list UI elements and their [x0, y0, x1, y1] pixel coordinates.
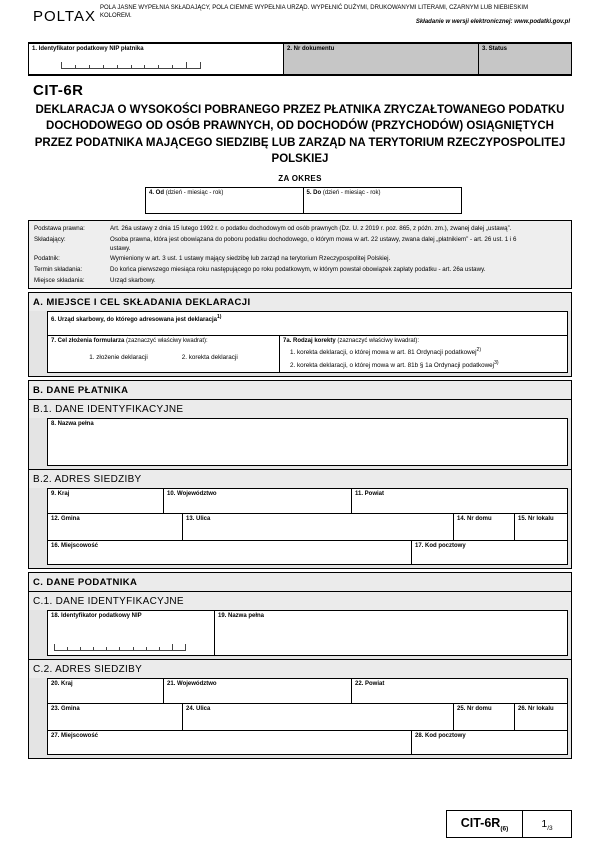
legal-text: Do końca pierwszego miesiąca roku następującego po roku podatkowym, w którym powstał obowiązek zapłaty podatku - art. 26a ustawy.	[110, 266, 486, 274]
section-a-body	[29, 311, 571, 376]
option-zlozenie-deklaracji[interactable]: 1. złożenie deklaracji	[89, 354, 148, 362]
efiling-note: Składanie w wersji elektronicznej: www.podatki.gov.pl	[415, 19, 570, 25]
field-label: 7. Cel złożenia formularza (zaznaczyć właściwy kwadrat):	[51, 338, 208, 345]
section-a	[28, 292, 572, 377]
option-korekta-art-81b[interactable]: 2. korekta deklaracji, o której mowa w art. 81b § 1a Ordynacji podatkowej$^{3)}$	[290, 359, 499, 369]
legal-row-termin	[34, 266, 566, 274]
field-4-od[interactable]	[146, 188, 304, 213]
field-22-powiat[interactable]	[352, 679, 567, 703]
field-28-kod-pocztowy[interactable]	[412, 731, 567, 754]
field-7a-rodzaj-korekty	[280, 336, 567, 372]
section-c	[28, 572, 572, 759]
nip-digit-ruler	[61, 61, 201, 69]
field-label: 22. Powiat	[355, 681, 385, 688]
legal-text: Urząd skarbowy.	[110, 277, 156, 285]
period-box	[145, 187, 462, 214]
field-11-powiat[interactable]	[352, 489, 567, 513]
section-c1-title: C.1. DANE IDENTYFIKACYJNE	[29, 591, 571, 610]
field-label: 9. Kraj	[51, 491, 70, 498]
section-b1-body	[29, 418, 571, 469]
field-label: 14. Nr domu	[457, 516, 492, 523]
field-9-kraj[interactable]	[48, 489, 164, 513]
field-label: 10. Województwo	[167, 491, 217, 498]
field-hint: (zaznaczyć właściwy kwadrat):	[337, 338, 420, 345]
section-c2-title: C.2. ADRES SIEDZIBY	[29, 659, 571, 678]
field-label: 20. Kraj	[51, 681, 73, 688]
address-row-1	[47, 488, 568, 514]
legal-label: Składający:	[34, 236, 66, 244]
legal-basis-box	[28, 220, 572, 289]
field-label: 15. Nr lokalu	[518, 516, 554, 523]
option-korekta-deklaracji[interactable]: 2. korekta deklaracji	[181, 354, 238, 362]
address-row-3	[47, 731, 568, 755]
legal-label: Podatnik:	[34, 255, 60, 263]
address-row-1	[47, 678, 568, 704]
field-17-kod-pocztowy[interactable]	[412, 541, 567, 564]
field-label: 13. Ulica	[186, 516, 211, 523]
footnote-marker: 3)	[494, 359, 499, 366]
legal-row-skladajacy	[34, 236, 566, 253]
field-label: 16. Miejscowość	[51, 543, 99, 550]
footnote-marker: 1)	[216, 314, 222, 321]
field-25-nr-domu[interactable]	[454, 704, 515, 730]
field-label: 5. Do	[306, 190, 322, 197]
address-row-2	[47, 514, 568, 541]
legal-text: Osoba prawna, która jest obowiązana do poboru podatku dochodowego, o którym mowa w art. 22 ustawy, zwana dalej „płatnikiem” - art. 26 ust. 1 i 6 ustawy.	[110, 236, 517, 252]
section-c1-body	[29, 610, 571, 659]
legal-label: Termin składania:	[34, 266, 83, 274]
section-b2-body	[29, 488, 571, 568]
field-8-nazwa-pelna[interactable]	[47, 418, 568, 466]
field-label: 17. Kod pocztowy	[415, 543, 466, 550]
legal-row-podstawa	[34, 225, 566, 233]
section-c2-body	[29, 678, 571, 758]
field-18-nip-podatnika[interactable]	[48, 611, 215, 655]
section-b-title: B. DANE PŁATNIKA	[29, 381, 571, 399]
legal-row-podatnik	[34, 255, 566, 263]
address-row-3	[47, 541, 568, 565]
row-18-19	[47, 610, 568, 656]
field-13-ulica[interactable]	[183, 514, 454, 540]
field-2-nr-dokumentu	[284, 44, 479, 74]
section-b	[28, 380, 572, 569]
field-hint: (dzień - miesiąc - rok)	[322, 190, 381, 197]
field-hint: (zaznaczyć właściwy kwadrat):	[126, 338, 208, 345]
field-6-urzad-skarbowy[interactable]	[47, 311, 568, 336]
legal-row-miejsce	[34, 277, 566, 285]
field-label: 12. Gmina	[51, 516, 80, 523]
field-label: 3. Status	[482, 46, 508, 52]
fill-instruction: POLA JASNE WYPEŁNIA SKŁADAJĄCY, POLA CIEMNE WYPEŁNIA URZĄD. WYPEŁNIĆ DUŻYMI, DRUKOWANYMI LITERAMI, CZARNYM LUB NIEBIESKIM KOLOREM.	[100, 5, 529, 20]
field-14-nr-domu[interactable]	[454, 514, 515, 540]
field-label: 21. Województwo	[167, 681, 217, 688]
form-code: CIT-6R	[33, 82, 84, 99]
field-label: 2. Nr dokumentu	[287, 46, 335, 52]
address-row-2	[47, 704, 568, 731]
field-label: 25. Nr domu	[457, 706, 492, 713]
field-16-miejscowosc[interactable]	[48, 541, 412, 564]
footnote-marker: 2)	[476, 347, 481, 354]
field-27-miejscowosc[interactable]	[48, 731, 412, 754]
field-10-wojewodztwo[interactable]	[164, 489, 352, 513]
field-1-nip-platnika[interactable]	[29, 44, 284, 74]
field-label: 4. Od	[149, 190, 165, 197]
section-a-title: A. MIEJSCE I CEL SKŁADANIA DEKLARACJI	[29, 293, 571, 311]
legal-text: Wymieniony w art. 3 ust. 1 ustawy mający siedzibę lub zarząd na terytorium Rzeczypospolitej Polskiej.	[110, 255, 391, 263]
section-c-title: C. DANE PODATNIKA	[29, 573, 571, 591]
field-label: 7a. Rodzaj korekty (zaznaczyć właściwy kwadrat):	[283, 338, 420, 345]
option-korekta-art-81[interactable]: 1. korekta deklaracji, o której mowa w art. 81 Ordynacji podatkowej$^{2)}$	[290, 347, 481, 357]
nip-digit-ruler	[54, 643, 186, 651]
legal-label: Podstawa prawna:	[34, 225, 85, 233]
form-title: DEKLARACJA O WYSOKOŚCI POBRANEGO PRZEZ PŁATNIKA ZRYCZAŁTOWANEGO PODATKU DOCHODOWEGO OD OSÓB PRAWNYCH, OD DOCHODÓW (PRZYCHODÓW) OSIĄGNIĘTYCH PRZEZ PODATNIKA MAJĄCEGO SIEDZIBĘ LUB ZARZĄD NA TERYTORIUM RZECZYPOSPOLITEJ POLSKIEJ	[34, 104, 566, 165]
field-5-do[interactable]	[304, 188, 462, 213]
form-page	[28, 0, 572, 759]
field-21-wojewodztwo[interactable]	[164, 679, 352, 703]
section-b1-title: B.1. DANE IDENTYFIKACYJNE	[29, 399, 571, 418]
field-19-nazwa-pelna[interactable]	[215, 611, 567, 655]
field-label: 19. Nazwa pełna	[218, 613, 265, 620]
footer-form-code: CIT-$6R_{(6)}$	[447, 811, 523, 837]
field-label: 6. Urząd skarbowy, do którego adresowana jest deklaracja$^{1)}$	[51, 314, 222, 324]
page-footer	[446, 810, 572, 838]
field-23-gmina[interactable]	[48, 704, 183, 730]
field-label: 18. Identyfikator podatkowy NIP	[51, 613, 142, 620]
form-version: (6)	[500, 825, 509, 833]
field-12-gmina[interactable]	[48, 514, 183, 540]
field-label: 8. Nazwa pełna	[51, 421, 94, 428]
field-20-kraj[interactable]	[48, 679, 164, 703]
poltax-logo: POLTAX	[33, 8, 96, 25]
field-label: 27. Miejscowość	[51, 733, 99, 740]
field-label: 11. Powiat	[355, 491, 385, 498]
id-row	[28, 42, 572, 76]
section-b2-title: B.2. ADRES SIEDZIBY	[29, 469, 571, 488]
field-26-nr-lokalu[interactable]	[515, 704, 567, 730]
row-7-7a	[47, 336, 568, 373]
field-7-options	[48, 354, 279, 361]
field-label: 28. Kod pocztowy	[415, 733, 466, 740]
field-label: 26. Nr lokalu	[518, 706, 554, 713]
field-label: 1. Identyfikator podatkowy NIP płatnika	[32, 46, 144, 52]
page-number: $1_{/3}$	[541, 818, 553, 833]
field-15-nr-lokalu[interactable]	[515, 514, 567, 540]
top-strip	[28, 0, 572, 42]
field-3-status	[479, 44, 571, 74]
field-label: 23. Gmina	[51, 706, 80, 713]
page-count: /3	[547, 825, 553, 833]
field-7-cel-zlozenia	[48, 336, 280, 372]
field-24-ulica[interactable]	[183, 704, 454, 730]
field-label: 24. Ulica	[186, 706, 211, 713]
za-okres-label: ZA OKRES	[278, 174, 322, 184]
legal-label: Miejsce składania:	[34, 277, 85, 285]
legal-text: Art. 26a ustawy z dnia 15 lutego 1992 r. o podatku dochodowym od osób prawnych (Dz. U. z 2019 r. poz. 865, z późn. zm.), zwanej dalej „ustawą”.	[110, 225, 512, 233]
field-hint: (dzień - miesiąc - rok)	[165, 190, 224, 197]
